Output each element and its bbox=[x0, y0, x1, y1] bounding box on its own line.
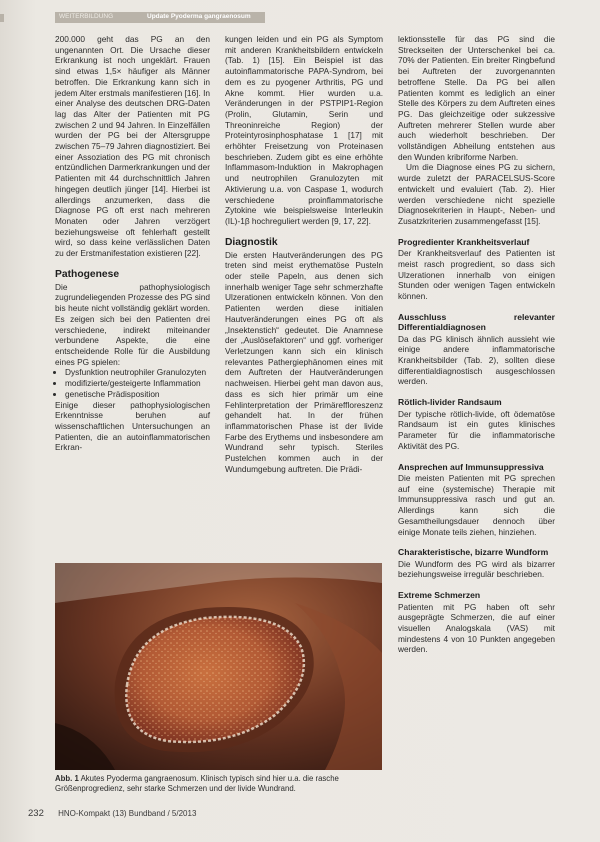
journal-reference: HNO-Kompakt (13) Bundband / 5/2013 bbox=[58, 809, 197, 818]
paragraph: Die meisten Patienten mit PG sprechen auf eine (systemische) Therapie mit Immunsuppressiva rasch und gut an. Allerdings kann sich die Gesamtheilungsdauer dennoch über einige Monate teils ziehen, hinziehen. bbox=[398, 473, 555, 537]
header-section: WEITERBILDUNG bbox=[59, 13, 114, 20]
heading-diagnostik: Diagnostik bbox=[225, 236, 278, 248]
wound-image bbox=[55, 563, 382, 770]
heading-pathogenese: Pathogenese bbox=[55, 268, 120, 280]
paragraph: kungen leiden und ein PG als Symptom mit anderen Krankheitsbildern entwickeln (Tab. 1) [15]. Ein Beispiel ist das autoinflammatorische PAPA-Syndrom, bei dem es zu pyogener Arthritis, PG und Akne kommt. Hier wurden u.a. Veränderungen in der PSTPIP1-Region (Prolin, Glutamin, Serin und Threoninreiche Region) der Proteintyrosinphosphatase 1 [17] mit erhöhter Freisetzung von Proteinasen beschrieben. Zudem gibt es eine erhöhte Inflammasom-Induktion in Makrophagen und neutrophilen Granulozyten mit Aktivierung u.a. von Caspase 1, wodurch verschiedene proinflammatorische Zytokine wie beispielsweise Interleukin (IL)-1β hochreguliert werden [9, 17, 22]. bbox=[225, 34, 383, 226]
column-left bbox=[55, 34, 210, 453]
figure-caption-text: Akutes Pyoderma gangraenosum. Klinisch typisch sind hier u.a. die rasche Größenprogredienz, sehr starke Schmerzen und der livide Wundrand. bbox=[55, 774, 339, 793]
list-item: • genetische Prädisposition bbox=[65, 389, 210, 400]
paragraph: Der typische rötlich-livide, oft ödematöse Randsaum ist ein gutes klinisches Parameter für die inflammatorische Aktivität des PG. bbox=[398, 408, 555, 451]
figure-label: Abb. 1 bbox=[55, 774, 79, 783]
paragraph: Die ersten Hautveränderungen des PG treten sind meist erythematöse Pusteln oder steile Papeln, aus denen sich innerhalb weniger Tage sehr schmerzhafte Ulzerationen entwickeln können. Von den Patienten werden diese initialen Hautveränderungen eines PG oft als „Insektenstich“ gedeutet. Die Anamnese der „Auslösefaktoren“ und ggf. vorheriger Verletzungen kann sich ein klinisch relevantes Pathergiephänomen eines mit dem Auftreten der Hautveränderungen nachweisen. Hierbei geht man davon aus, dass es sich hier primär um eine Fehlinterpretation der Primäreffloreszenz gehandelt hat. In der frühen inflammatorischen Phase ist der livide Farbe des Erythems und insbesondere am Wundrand sehr typisch. Steriles Pustelchen kommen auch in der Wundumgebung auftreten. Die Prädi- bbox=[225, 249, 383, 474]
subheading: Ansprechen auf Immunsuppressiva bbox=[398, 461, 544, 472]
page-tab-marker bbox=[0, 14, 4, 22]
subheading: Ausschluss relevanter Differentialdiagnosen bbox=[398, 311, 555, 333]
paragraph: Um die Diagnose eines PG zu sichern, wurde zuletzt der PARACELSUS-Score entwickelt und evaluiert (Tab. 2). Hier werden verschiedene nicht spezielle Diagnosekriterien in Haupt-, Neben- und Zusatzkriterien zusammengefasst [15]. bbox=[398, 162, 555, 226]
paragraph: Der Krankheitsverlauf des Patienten ist meist rasch progredient, so dass sich Ulzerationen innerhalb von einigen Stunden oder wenigen Tagen entwickeln können. bbox=[398, 248, 555, 301]
paragraph: Einige dieser pathophysiologischen Erkenntnisse beruhen auf wissenschaftlichen Untersuchungen an Patienten, die an autoinflammatorischen Erkran- bbox=[55, 399, 210, 453]
list-item: • modifizierte/gesteigerte Inflammation bbox=[65, 378, 210, 389]
bullet-list bbox=[55, 367, 210, 399]
column-right bbox=[398, 34, 555, 655]
column-middle bbox=[225, 34, 383, 474]
paragraph: 200.000 geht das PG an den ungenannten Ort. Die Ursache dieser Erkrankung ist noch ungeklärt. Frauen sind etwas 1,5× häufiger als Männer betroffen. Die Erkrankung kann sich in jedem Alter erstmals manifestieren [16]. In einer Analyse des deutschen DRG-Daten lag das Alter der Patienten mit PG zwischen 2 und 94 Jahren. In Einzelfällen wurden der PG bei der Altersgruppe zwischen 75–79 Jahren diagnostiziert. Bei einer Assoziation des PG mit chronisch entzündlichen Darmerkrankungen und der Patienten mit 44 durchschnittlich Jahren hingegen deutlich jünger [14]. Hierbei ist allerdings anzumerken, dass die Diagnose PG oft erst nach mehreren Monaten oder Jahren verzögert beziehungsweise oft fehlerhaft gestellt wird, so dass keine verlässlichen Daten zu der Erstmanifestation existieren [22]. bbox=[55, 34, 210, 259]
list-item: • Dysfunktion neutrophiler Granulozyten bbox=[65, 367, 210, 378]
page-footer bbox=[28, 808, 196, 819]
page-number: 232 bbox=[28, 808, 44, 819]
paragraph: lektionsstelle für das PG sind die Streckseiten der Unterschenkel bei ca. 70% der Patienten. Ein breiter Ringbefund bei Auftreten der zuvorgenannten betroffene Stelle. Da PG bei allen Patienten kommt es lediglich an einer Stelle des Körpers zu dem Auftreten eines PG. Das gleichzeitige oder sukzessive Auftreten mehrerer Stellen wurde aber auch wiederholt beschrieben. Der vollständigen Abheilung entstehen aus den Wunden kribriforme Narben. bbox=[398, 34, 555, 162]
subheading: Progredienter Krankheitsverlauf bbox=[398, 236, 530, 247]
paragraph: Die Wundform des PG wird als bizarrer beziehungsweise irregulär beschrieben. bbox=[398, 558, 555, 580]
paragraph: Patienten mit PG haben oft sehr ausgeprägte Schmerzen, die auf einer visuellen Analogskala (VAS) mit mindestens 4 von 10 Punkten angegeben werden. bbox=[398, 601, 555, 655]
running-header bbox=[55, 12, 265, 23]
subheading: Charakteristische, bizarre Wundform bbox=[398, 547, 549, 558]
subheading: Rötlich-livider Randsaum bbox=[398, 397, 502, 408]
paragraph: Da das PG klinisch ähnlich aussieht wie einige andere inflammatorische Krankheitsbilder (Tab. 2), sollten diese differentialdiagnostisch ausgeschlossen werden. bbox=[398, 333, 555, 387]
paragraph: Die pathophysiologisch zugrundeliegenden Prozesse des PG sind bis heute nicht vollständig geklärt worden. Es zeigen sich bei den Patienten drei verschiedene, indirekt miteinander verbundene Aspekte, die eine entscheidende Rolle für die Ausbildung eines PG spielen: bbox=[55, 281, 210, 367]
clinical-photo bbox=[55, 563, 382, 770]
subheading: Extreme Schmerzen bbox=[398, 590, 481, 601]
header-topic: Update Pyoderma gangraenosum bbox=[147, 13, 251, 20]
figure-caption bbox=[55, 774, 382, 794]
